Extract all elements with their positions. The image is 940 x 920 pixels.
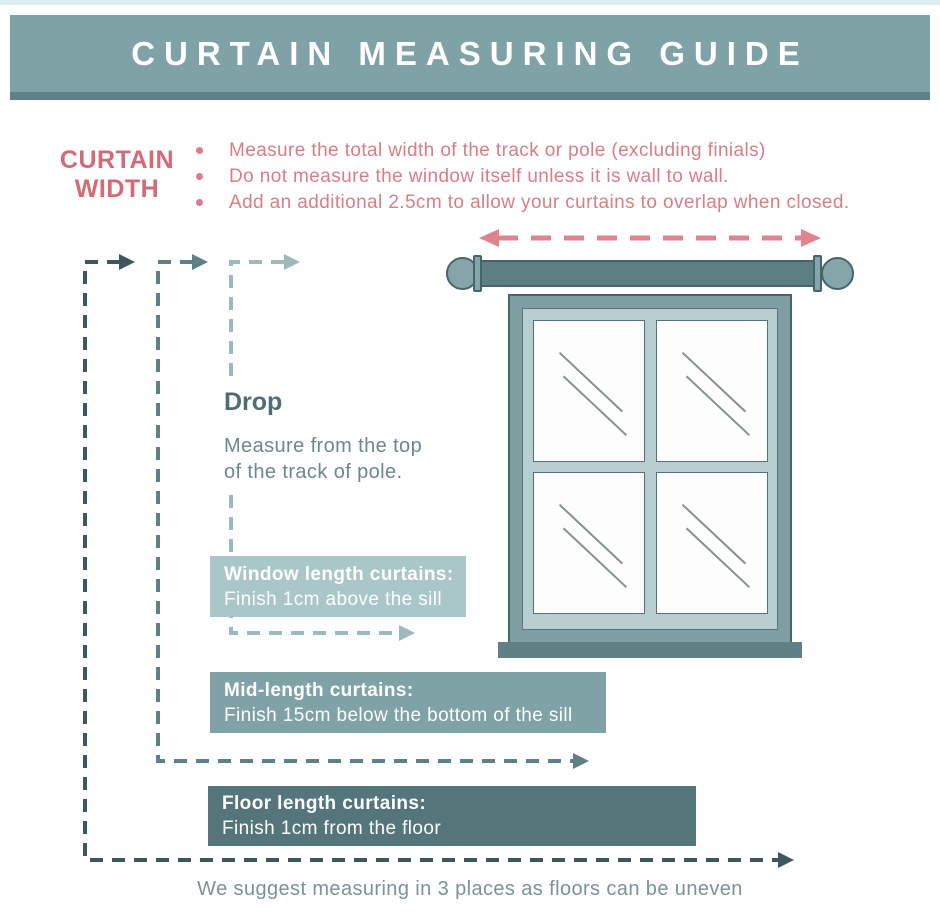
pole-collar-left [473,255,482,292]
width-bullet-list [196,138,916,216]
curtain-width-label-line1: CURTAIN [59,146,175,174]
pole-finial-right-icon [821,257,854,290]
glass-reflection-icon [657,473,767,613]
bullet-text: Measure the total width of the track or pole (excluding finials) [229,140,766,161]
glass-reflection-icon [534,473,644,613]
window-sill [498,642,802,658]
bullet-dot-icon [196,147,203,154]
drop-description-line1: Measure from the top [224,435,423,457]
window-length-subtitle: Finish 1cm above the sill [224,588,443,610]
top-accent-strip [0,0,940,5]
floor-length-subtitle: Finish 1cm from the floor [222,818,442,839]
window-pane [656,472,768,614]
bullet-dot-icon [196,173,203,180]
bullet-text: Add an additional 2.5cm to allow your curtains to overlap when closed. [229,192,850,213]
window-length-title: Window length curtains: [224,563,454,585]
arrow-right-icon [801,229,821,247]
arrow-right-icon [573,753,589,769]
mid-length-title: Mid-length curtains: [224,679,414,701]
window-pane [533,320,645,462]
bullet-dot-icon [196,199,203,206]
window-length-box [210,556,466,617]
window-inner-frame [522,308,778,630]
header-banner [10,15,930,100]
arrow-left-icon [479,229,499,247]
mid-length-box [210,672,606,733]
bullet-text: Do not measure the window itself unless it is wall to wall. [229,166,729,187]
arrow-right-icon [778,852,794,868]
glass-reflection-icon [657,321,767,461]
pole-collar-right [813,255,822,292]
page-title: CURTAIN MEASURING GUIDE [131,34,809,72]
floor-length-box [208,786,696,846]
mid-length-subtitle: Finish 15cm below the bottom of the sill [224,704,573,726]
footer-note: We suggest measuring in 3 places as floors can be uneven [197,878,743,900]
drop-section [212,384,432,495]
arrow-right-icon [399,625,415,641]
curtain-width-label [52,146,182,204]
window-pane [533,472,645,614]
bullet-item [196,190,916,215]
window-illustration [508,294,792,644]
glass-reflection-icon [534,321,644,461]
bullet-item [196,164,916,189]
arrow-right-icon [192,254,208,270]
curtain-pole [478,260,822,287]
drop-title: Drop [224,388,283,416]
window-pane [656,320,768,462]
drop-description [224,433,426,485]
bullet-item [196,138,916,163]
arrow-right-icon [119,254,135,270]
curtain-width-label-line2: WIDTH [74,175,160,203]
drop-description-line2: of the track of pole. [224,461,403,483]
floor-length-title: Floor length curtains: [222,793,427,814]
arrow-right-icon [284,254,300,270]
track-width-arrow [479,229,821,247]
